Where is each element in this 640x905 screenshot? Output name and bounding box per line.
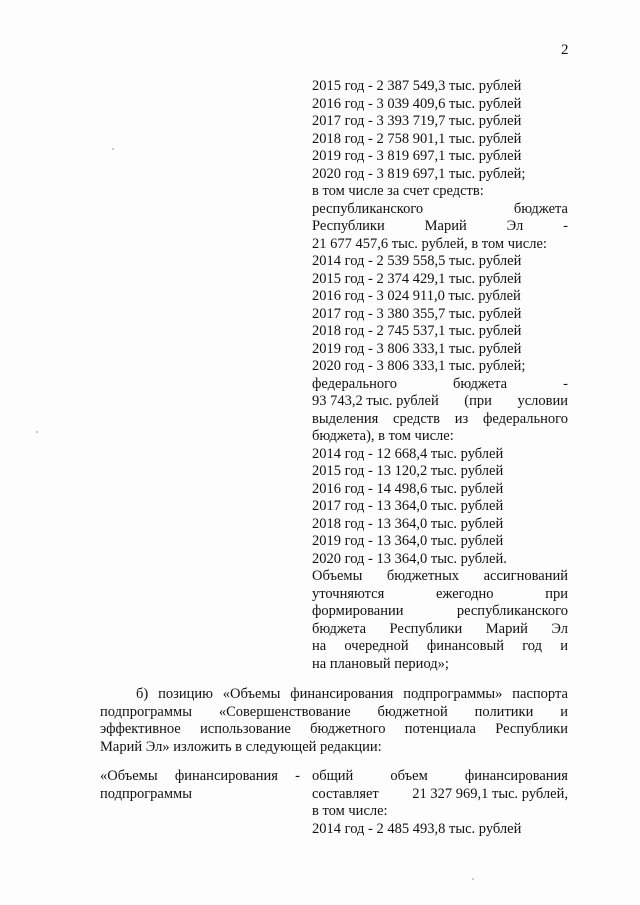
word: Марий <box>424 218 467 234</box>
year-line: 2014 год - 2 539 558,5 тыс. рублей <box>312 253 522 269</box>
word: финансирования <box>464 768 568 784</box>
word: бюджетных <box>386 568 460 584</box>
word: политики <box>474 703 534 720</box>
page-number: 2 <box>561 42 569 58</box>
word: ежегодно <box>435 585 494 602</box>
word: 21 327 969,1 тыс. рублей, <box>412 785 568 802</box>
word: год <box>522 638 543 654</box>
word: бюджетного <box>310 721 386 737</box>
year-line: 2019 год - 3 806 333,1 тыс. рублей <box>312 340 522 357</box>
word: использование <box>200 721 291 737</box>
note-line <box>312 638 568 656</box>
word: при <box>545 585 568 602</box>
word: и <box>560 638 568 654</box>
word: Эл <box>551 620 568 637</box>
republican-budget-heading-2 <box>312 218 568 236</box>
word: «Объемы <box>100 768 158 784</box>
label-line <box>100 768 300 786</box>
word: бюджета <box>453 375 508 392</box>
table2-label <box>100 768 300 803</box>
word: подпрограммы» <box>403 686 503 702</box>
word: объем <box>390 768 428 784</box>
word: (при <box>464 393 492 409</box>
word: подпрограммы <box>100 703 192 720</box>
year-line: 2017 год - 3 380 355,7 тыс. рублей <box>312 305 522 322</box>
sources-intro: в том числе за счет средств: <box>312 183 484 199</box>
table2-value <box>312 768 568 838</box>
word: позицию <box>158 686 213 702</box>
word: финансовый <box>426 638 505 654</box>
year-line: 2017 год - 3 393 719,7 тыс. рублей <box>312 113 522 129</box>
word: формировании <box>312 603 404 619</box>
word: республиканского <box>312 200 424 217</box>
federal-budget-condition-end: бюджета), в том числе: <box>312 428 454 444</box>
note-line <box>312 586 568 604</box>
word: Республики <box>389 620 463 637</box>
federal-budget-total <box>312 393 568 411</box>
value-line: в том числе: <box>312 803 388 819</box>
word: Марий <box>485 620 528 637</box>
word: выделения <box>312 410 379 427</box>
word: средств <box>393 410 440 427</box>
federal-budget-condition <box>312 411 568 429</box>
word: бюджета <box>312 620 367 637</box>
word: финансирования <box>174 768 278 784</box>
year-line: 2014 год - 12 668,4 тыс. рублей <box>312 445 504 462</box>
year-line: 2018 год - 2 758 901,1 тыс. рублей <box>312 130 522 147</box>
word: из <box>454 410 469 427</box>
word: республиканского <box>456 603 568 619</box>
year-line: 2019 год - 3 819 697,1 тыс. рублей <box>312 148 522 164</box>
year-line: 2015 год - 2 374 429,1 тыс. рублей <box>312 270 522 287</box>
value-line <box>312 768 568 786</box>
word: паспорта <box>512 686 568 702</box>
word: очередной <box>344 638 409 654</box>
word: финансирования <box>290 686 394 702</box>
year-line: 2016 год - 3 024 911,0 тыс. рублей <box>312 288 521 304</box>
note-line <box>312 568 568 586</box>
year-line: 2016 год - 3 039 409,6 тыс. рублей <box>312 95 522 112</box>
word: б) <box>136 686 149 702</box>
note-line <box>312 621 568 639</box>
word: - <box>563 375 568 392</box>
year-line: 2016 год - 14 498,6 тыс. рублей <box>312 480 504 497</box>
scan-speck <box>472 878 474 880</box>
republican-budget-heading <box>312 201 568 219</box>
year-line: 2017 год - 13 364,0 тыс. рублей <box>312 498 504 514</box>
year-line: 2018 год - 13 364,0 тыс. рублей <box>312 515 504 532</box>
republican-budget-total: 21 677 457,6 тыс. рублей, в том числе: <box>312 235 547 252</box>
word: потенциала <box>404 721 476 737</box>
word: и <box>560 703 568 720</box>
year-line: 2015 год - 13 120,2 тыс. рублей <box>312 463 504 479</box>
note-line-end: на плановый период»; <box>312 655 449 672</box>
word: Объемы <box>312 568 363 584</box>
paragraph-line-end: Марий Эл» изложить в следующей редакции: <box>100 738 382 755</box>
word: на <box>312 638 327 654</box>
word: «Совершенствование <box>218 703 351 720</box>
word: - <box>563 218 568 234</box>
word: уточняются <box>312 585 385 602</box>
paragraph-b <box>100 686 568 756</box>
word: ассигнований <box>483 568 568 584</box>
word: бюджета <box>513 200 568 217</box>
word: эффективное <box>100 721 181 737</box>
scan-speck <box>36 431 38 433</box>
scan-speck <box>112 148 114 150</box>
paragraph-line <box>100 721 568 739</box>
word: 93 743,2 тыс. рублей <box>312 393 439 409</box>
word: «Объемы <box>222 686 281 702</box>
value-line: 2014 год - 2 485 493,8 тыс. рублей <box>312 820 522 837</box>
paragraph-line <box>100 686 568 704</box>
word: Эл <box>506 218 524 234</box>
word: составляет <box>312 785 379 802</box>
federal-budget-heading <box>312 376 568 394</box>
word: бюджетной <box>377 703 448 720</box>
year-line: 2018 год - 2 745 537,1 тыс. рублей <box>312 323 522 339</box>
word: условии <box>517 393 568 409</box>
word: общий <box>312 768 354 784</box>
value-line <box>312 786 568 804</box>
year-line: 2020 год - 13 364,0 тыс. рублей. <box>312 550 507 567</box>
word: Республики <box>495 721 568 737</box>
note-line <box>312 603 568 621</box>
year-line: 2020 год - 3 806 333,1 тыс. рублей; <box>312 358 526 374</box>
word: - <box>295 768 300 784</box>
word: федерального <box>312 375 397 392</box>
year-line: 2019 год - 13 364,0 тыс. рублей <box>312 533 504 549</box>
word: Республики <box>312 218 385 234</box>
year-line: 2015 год - 2 387 549,3 тыс. рублей <box>312 78 522 94</box>
year-line: 2020 год - 3 819 697,1 тыс. рублей; <box>312 165 526 182</box>
paragraph-line <box>100 704 568 722</box>
funding-details-column <box>312 78 568 673</box>
label-line: подпрограммы <box>100 785 192 802</box>
word: федерального <box>483 410 568 427</box>
